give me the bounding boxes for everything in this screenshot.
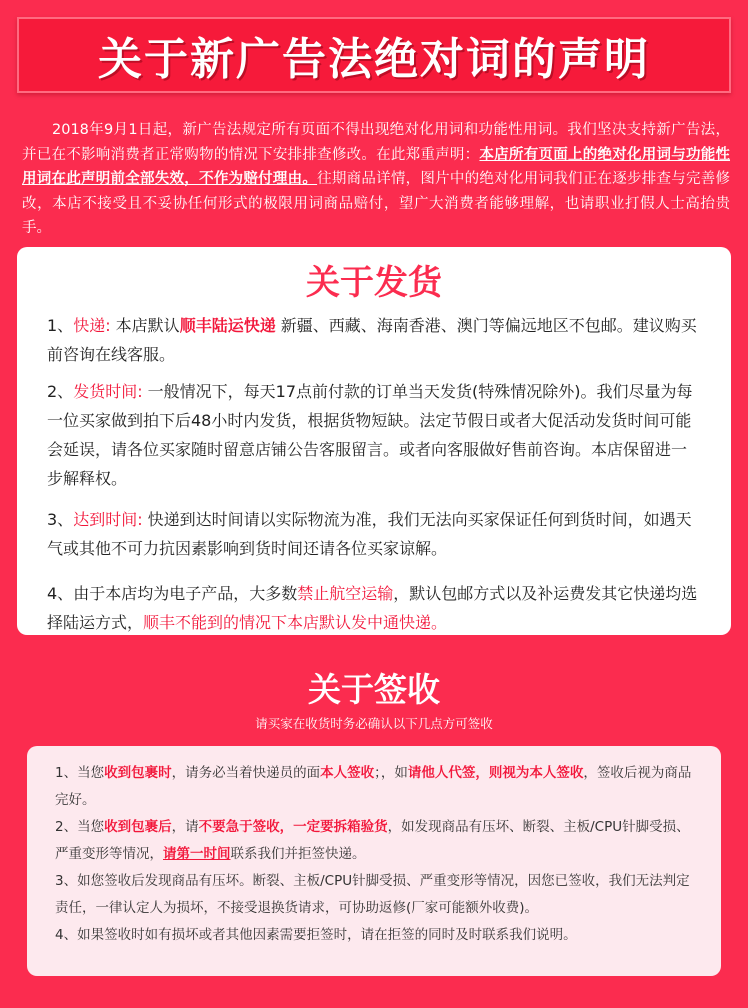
receipt-item-4 xyxy=(55,922,703,949)
intro-text-2: 往期商品详情，图片中的绝对化用词我们正在逐步排查与完善修改，本店不接受且不妥协任何形式的极限用词商品赔付，望广大消费者能够理解，也请职业打假人士高抬贵手。 xyxy=(22,171,731,236)
shipping-item-express xyxy=(47,311,701,369)
item-text: 联系我们并拒签快递。 xyxy=(230,846,366,862)
item-highlight: 请第一时间 xyxy=(163,846,231,862)
receipt-item-1 xyxy=(55,760,703,814)
intro-statement xyxy=(22,118,730,241)
item-number: 4、 xyxy=(47,584,74,603)
item-highlight: 不要急于签收，一定要拆箱验货 xyxy=(198,819,388,835)
item-label: 发货时间: xyxy=(73,382,143,401)
item-highlight: 请他人代签，则视为本人签收 xyxy=(407,765,584,781)
receipt-title: 关于签收 xyxy=(308,670,440,709)
item-number: 1、 xyxy=(47,316,74,335)
page-title: 关于新广告法绝对词的声明 xyxy=(98,34,650,85)
item-highlight: 顺丰不能到的情况下本店默认发中通快递。 xyxy=(143,613,448,632)
item-text: 本店默认 xyxy=(110,316,180,335)
shipping-title: 关于发货 xyxy=(306,263,442,303)
item-highlight: 本人签收 xyxy=(320,765,375,781)
title-banner xyxy=(17,17,731,93)
item-text: 3、如您签收后发现商品有压坏。断裂、主板/CPU针脚受损、严重变形等情况，因您已签收，我们无法判定责任，一律认定人为损坏，不接受退换货请求，可协助返修(厂家可能额外收费)。 xyxy=(55,873,690,916)
item-text: ；，如 xyxy=(374,765,408,781)
receipt-item-3 xyxy=(55,868,703,922)
receipt-item-2 xyxy=(55,814,703,868)
item-number: 3、 xyxy=(47,510,74,529)
receipt-subtitle: 请买家在收货时务必确认以下几点方可签收 xyxy=(255,716,493,731)
item-text: 快递到达时间请以实际物流为准，我们无法向买家保证任何到货时间，如遇天气或其他不可力抗因素影响到货时间还请各位买家谅解。 xyxy=(47,510,692,558)
intro-text-1: 2018年9月1日起，新广告法规定所有页面不得出现绝对化用词和功能性用词。我们坚决支持新广告法，并已在不影响消费者正常购物的情况下安排排查修改。在此郑重声明： xyxy=(22,122,730,163)
item-text: 1、当您 xyxy=(55,765,105,781)
receipt-card xyxy=(27,746,721,976)
item-label: 快递: xyxy=(73,316,111,335)
item-number: 2、 xyxy=(47,382,74,401)
item-text: ，如发现商品有压坏、断裂、主板/CPU针脚受损、严重变形等情况， xyxy=(55,819,690,862)
item-highlight: 收到包裹时 xyxy=(104,765,172,781)
receipt-header xyxy=(0,670,748,732)
intro-highlight: 本店所有页面上的绝对化用词与功能性用词在此声明前全部失效，不作为赔付理由。 xyxy=(22,146,731,187)
item-text: ，请务必当着快递员的面 xyxy=(171,765,321,781)
item-highlight: 禁止航空运输 xyxy=(297,584,394,603)
shipping-item-air-transport xyxy=(47,579,701,637)
shipping-card xyxy=(17,247,731,635)
item-text: ，默认包邮方式以及补运费发其它快递均选择陆运方式， xyxy=(47,584,698,632)
item-text: 由于本店均为电子产品，大多数 xyxy=(73,584,298,603)
item-text: 2、当您 xyxy=(55,819,105,835)
item-highlight: 顺丰陆运快递 xyxy=(179,316,276,335)
item-text: 4、如果签收时如有损坏或者其他因素需要拒签时，请在拒签的同时及时联系我们说明。 xyxy=(55,927,577,943)
item-text: ，签收后视为商品完好。 xyxy=(55,765,692,808)
shipping-item-dispatch-time xyxy=(47,377,701,493)
item-text: ，请 xyxy=(171,819,199,835)
item-text: 一般情况下，每天17点前付款的订单当天发货(特殊情况除外)。我们尽量为每一位买家做到拍下后48小时内发货，根据货物短缺。法定节假日或者大促活动发货时间可能会延误，请各位买家随时留意店铺公告客服留言。或者向客服做好售前咨询。本店保留进一步解释权。 xyxy=(47,382,693,488)
shipping-item-arrival-time xyxy=(47,505,701,563)
item-text: 新疆、西藏、海南香港、澳门等偏远地区不包邮。建议购买前咨询在线客服。 xyxy=(47,316,697,364)
item-highlight: 收到包裹后 xyxy=(104,819,172,835)
item-label: 达到时间: xyxy=(73,510,143,529)
